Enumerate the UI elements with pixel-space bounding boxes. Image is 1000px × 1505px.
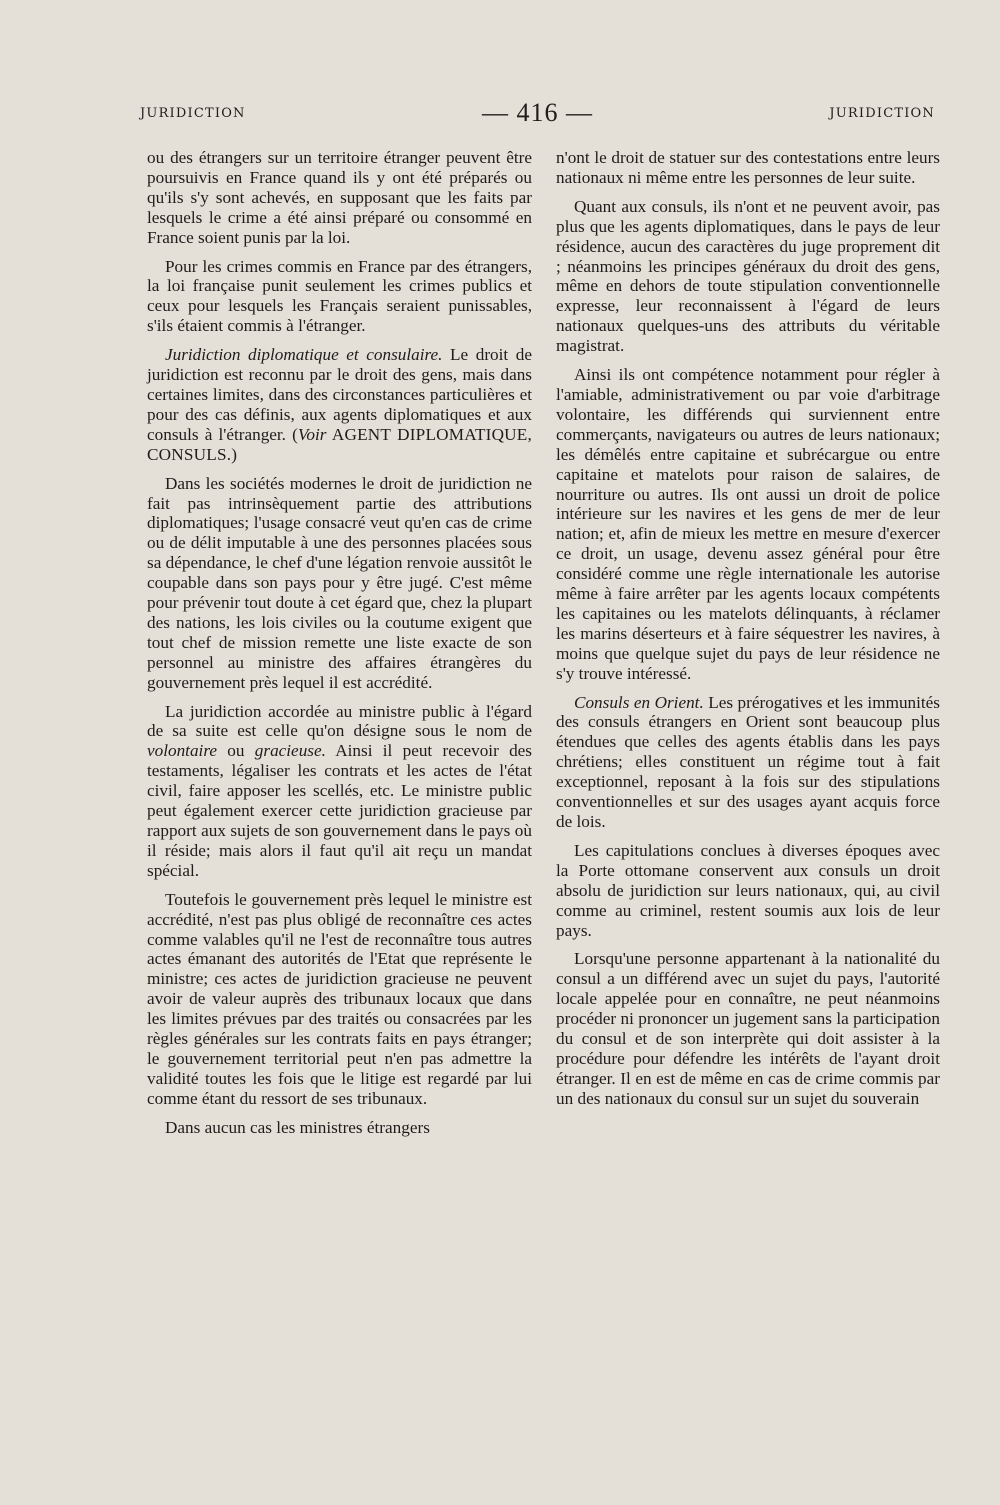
paragraph: Toutefois le gouvernement près lequel le ministre est accrédité, n'est pas plus obligé de reconnaître ces actes comme valables qu'il ne l'est de reconnaître tous autres actes émanant des autorités de l'Etat que représente le ministre; ces actes de juridiction gracieuse ne peuvent avoir de valeur auprès des tribunaux locaux que dans les limites prévues par des traités ou consacrées par les règles générales sur les contrats faits en pays étranger; le gouvernement territorial peut n'en pas admettre la validité toutes les fois que le litige est regardé par lui comme étant du ressort de ses tribunaux. <box>147 889 532 1108</box>
paragraph: n'ont le droit de statuer sur des contestations entre leurs nationaux ni même entre les personnes de leur suite. <box>556 148 940 187</box>
emphasis-term: volontaire <box>147 741 218 761</box>
paragraph-text: ou <box>217 741 255 761</box>
paragraph: Dans les sociétés modernes le droit de juridiction ne fait pas intrinsèquement partie des attributions diplomatiques; l'usage consacré veut qu'en cas de crime ou de délit imputable à une des personnes placées sous sa dépendance, le chef d'une légation renvoie aussitôt le coupable dans son pays pour y être jugé. C'est même pour prévenir tout doute à cet égard que, chez la plupart des nations, les lois civiles ou la coutume exigent que tout chef de mission remette une liste exacte de son personnel au ministre des affaires étrangères du gouvernement près lequel il est accrédité. <box>147 473 532 692</box>
paragraph: ou des étrangers sur un territoire étranger peuvent être poursuivis en France quand ils y ont été préparés ou qu'ils s'y sont achevés, en supposant que les faits par lesquels le crime a été ainsi préparé ou consommé en France soient punis par la loi. <box>147 148 532 247</box>
paragraph <box>556 693 940 832</box>
paragraph-text: La juridiction accordée au ministre public à l'égard de sa suite est celle qu'on désigne sous le nom de <box>147 701 532 741</box>
paragraph: Ainsi ils ont compétence notamment pour régler à l'amiable, administrativement ou par voie d'arbitrage volontaire, les différends qui surviennent entre commerçants, navigateurs ou autres de leurs nationaux; les démêlés entre capitaine et subrécargue ou entre capitaine et matelots pour raison de salaires, de nourriture ou autres. Ils ont aussi un droit de police intérieure sur les navires et les gens de mer de leur nation; et, afin de mieux les mettre en mesure d'exercer ce droit, un usage, devenu assez général pour être considéré comme une règle internationale les autorise même à faire arrêter par les agents locaux compétents les capitaines ou les matelots délinquants, à réclamer les marins déserteurs et à faire séquestrer les navires, à moins que quelque sujet du pays de leur résidence ne s'y trouve intéressé. <box>556 365 940 683</box>
paragraph-text: Les prérogatives et les immunités des consuls étrangers en Orient sont beaucoup plus étendues que celles des agents établis dans les pays chrétiens; elles constituent un régime tout à fait exceptionnel, reposant à la fois sur des stipulations conventionnelles et sur des usages ayant acquis force de lois. <box>556 692 940 831</box>
paragraph: Quant aux consuls, ils n'ont et ne peuvent avoir, pas plus que les agents diplomatiques, dans le pays de leur résidence, aucun des caractères du juge proprement dit ; néanmoins les principes généraux du droit des gens, même en dehors de toute stipulation conventionnelle expresse, leur reconnaissent à l'égard de leurs nationaux quelques-uns des attributs du véritable magistrat. <box>556 196 940 356</box>
right-column <box>556 148 940 1118</box>
paragraph: Lorsqu'une personne appartenant à la nationalité du consul a un différend avec un sujet du pays, l'autorité locale appelée pour en connaître, ne peut néanmoins procéder ni prononcer un jugement sans la participation du consul et de son interprète qui doit assister à la procédure pour défendre les intérêts de l'ayant droit étranger. Il en est de même en cas de crime commis par un des nationaux du consul sur un sujet du souverain <box>556 949 940 1108</box>
running-header <box>140 96 935 130</box>
page-number: — 416 — <box>482 98 593 127</box>
see-also-label: Voir <box>297 424 327 444</box>
header-right-keyword: JURIDICTION <box>829 105 935 121</box>
left-column <box>147 148 532 1147</box>
cross-reference: AGENT DIPLOMATIQUE, CONSULS.) <box>147 424 532 464</box>
paragraph: Pour les crimes commis en France par des étrangers, la loi française punit seulement les crimes publics et ceux pour lesquels les Français seraient punissables, s'ils étaient commis à l'étranger. <box>147 256 532 336</box>
paragraph: Les capitulations conclues à diverses époques avec la Porte ottomane conservent aux consuls un droit absolu de juridiction sur leurs nationaux, qui, au civil comme au criminel, restent soumis aux lois de leur pays. <box>556 840 940 940</box>
emphasis-term: gracieuse. <box>254 741 326 761</box>
paragraph <box>147 345 532 464</box>
paragraph-text: Ainsi il peut recevoir des testaments, légaliser les contrats et les actes de l'état civil, faire apposer les scellés, etc. Le ministre public peut également exercer cette juridiction gracieuse par rapport aux sujets de son gouvernement dans le pays où il réside; mais alors il faut qu'il ait reçu un mandat spécial. <box>147 741 532 880</box>
paragraph-text: Le droit de juridiction est reconnu par le droit des gens, mais dans certaines limites, dans des circonstances particulières et pour des cas définis, aux agents diplomatiques et aux consuls à l'étranger. ( <box>147 345 532 444</box>
header-left-keyword: JURIDICTION <box>140 105 246 121</box>
paragraph: Dans aucun cas les ministres étrangers <box>165 1117 430 1137</box>
section-heading: Consuls en Orient. <box>574 692 704 712</box>
section-heading: Juridiction diplomatique et consulaire. <box>165 345 443 365</box>
paragraph <box>147 702 532 881</box>
